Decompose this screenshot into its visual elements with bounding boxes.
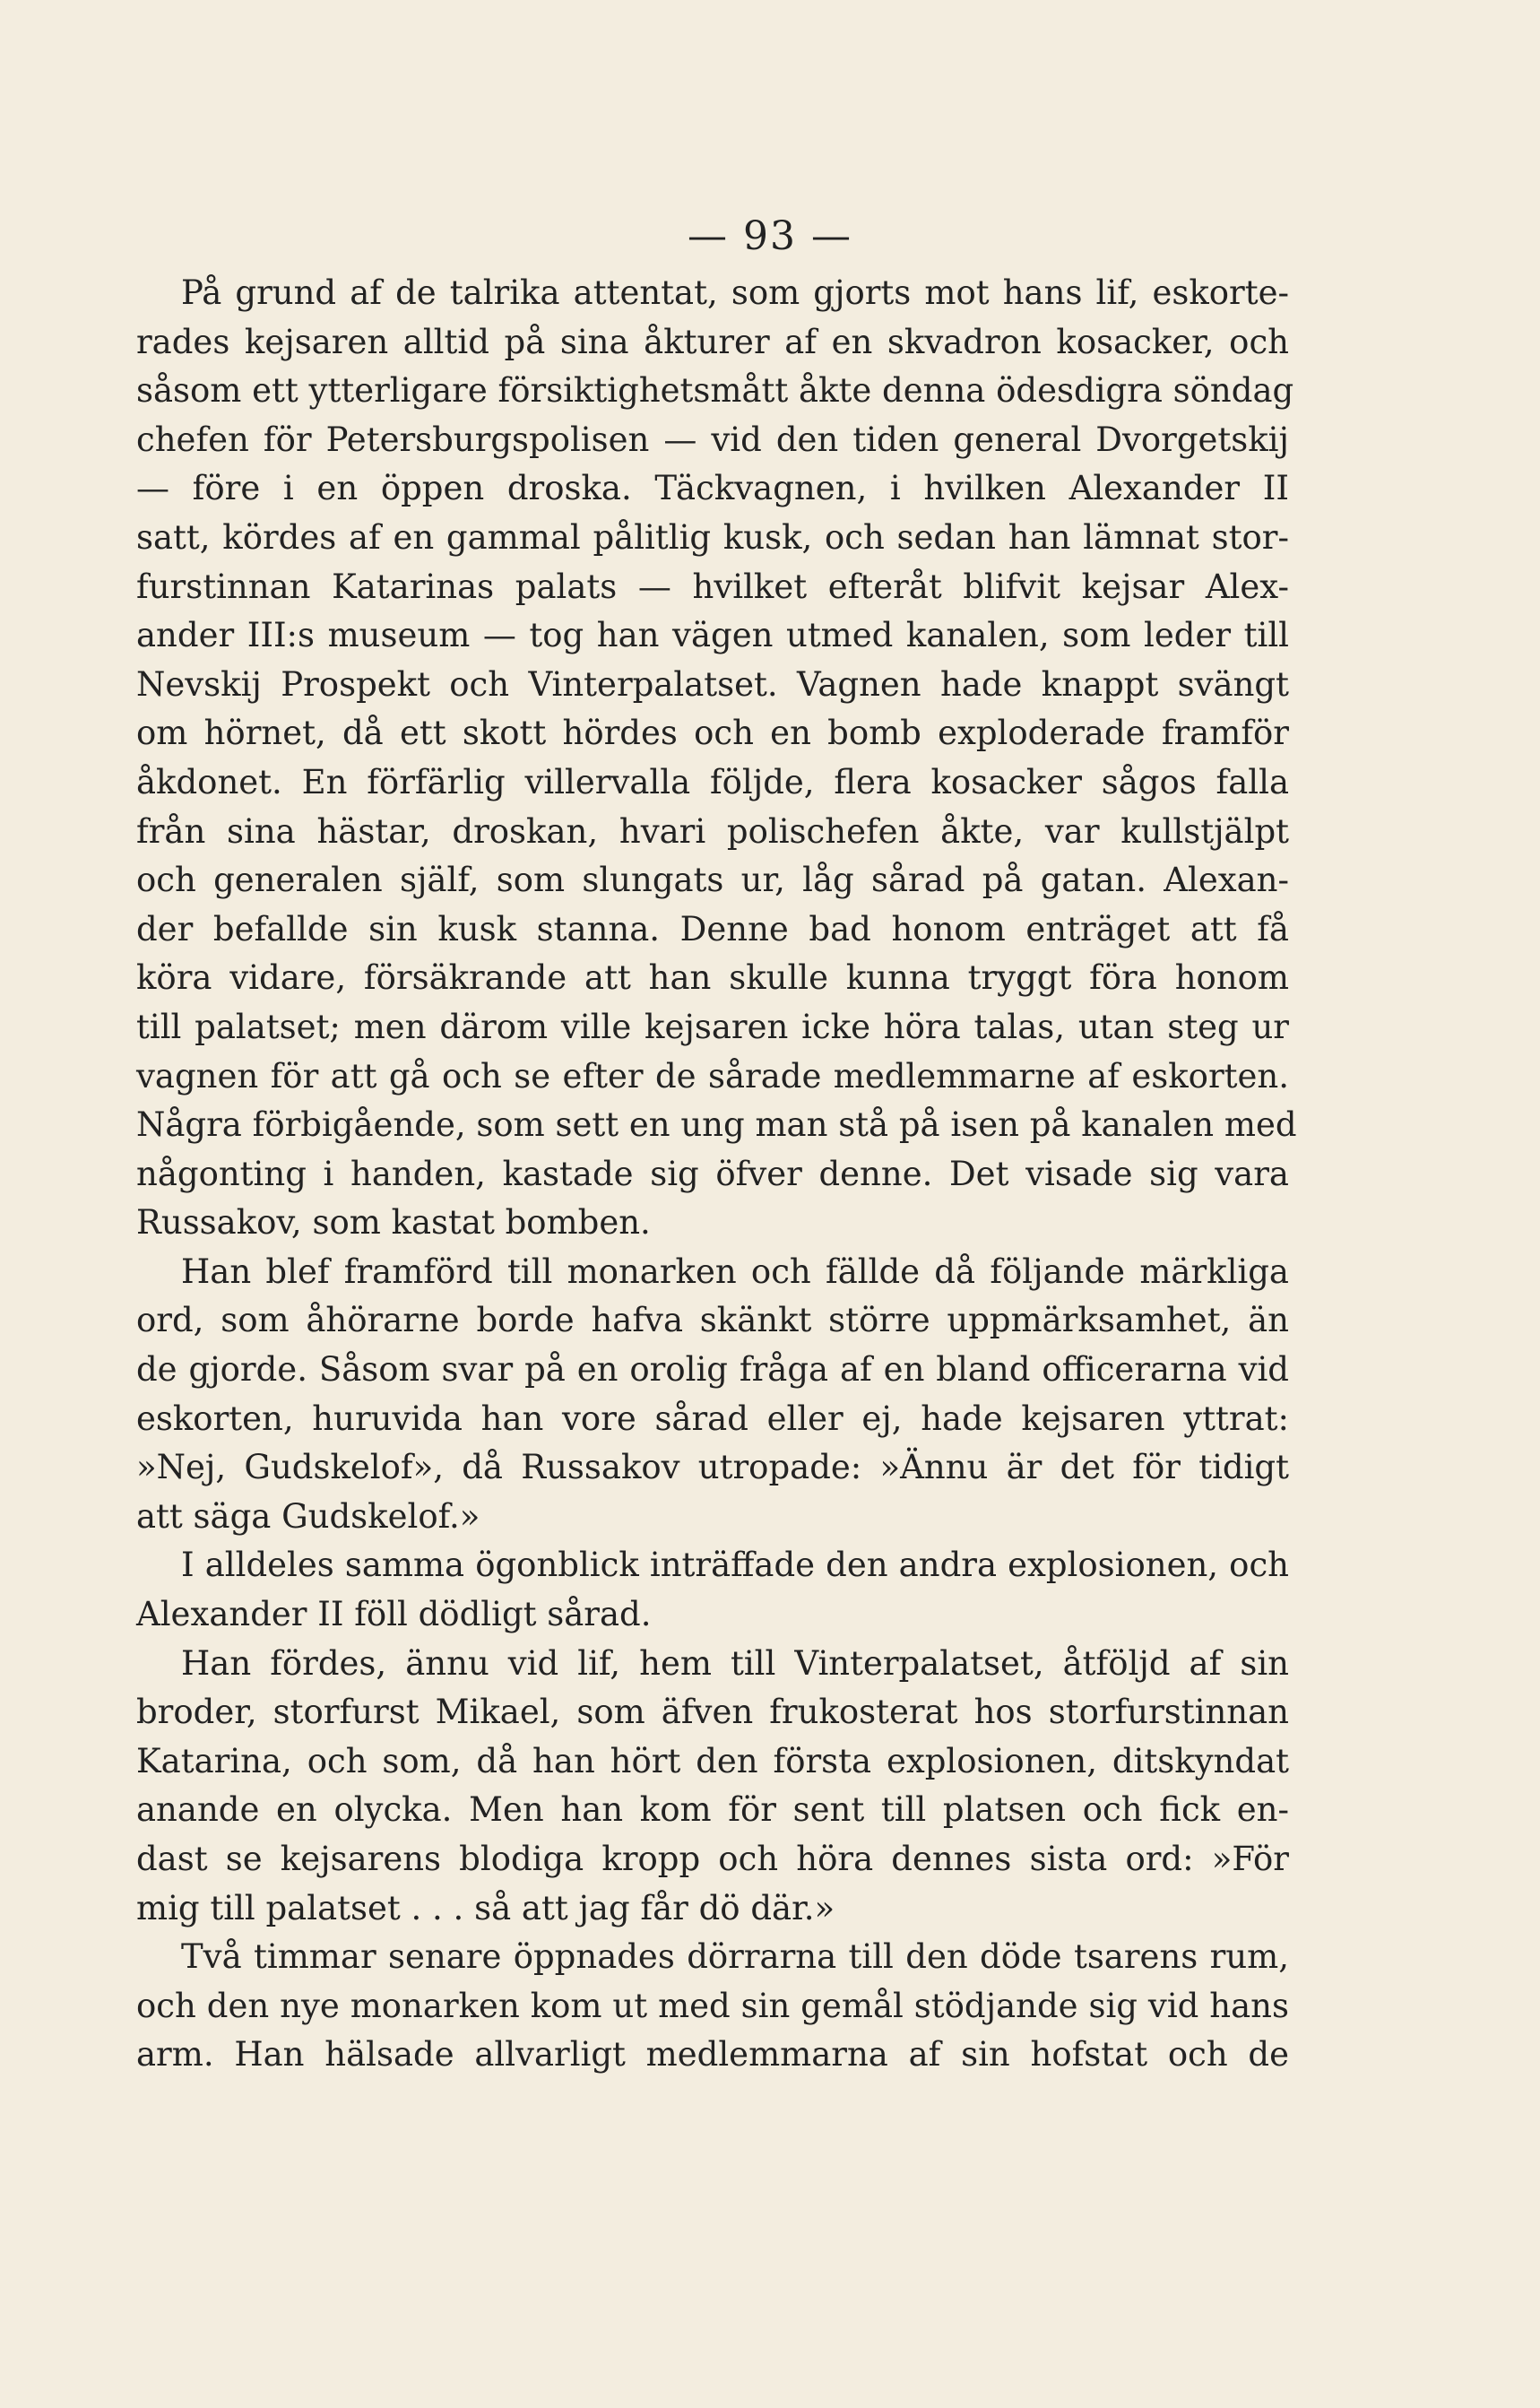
text-line: såsom ett ytterligare försiktighetsmått åkte denna ödesdigra söndag xyxy=(136,371,1294,411)
text-line: »Nej, Gudskelof», då Russakov utropade: »Ännu är det för tidigt xyxy=(136,1448,1289,1487)
text-line: de gjorde. Såsom svar på en orolig fråga af en bland officerarna vid xyxy=(136,1350,1289,1390)
text-line: Nevskij Prospekt och Vinterpalatset. Vagnen hade knappt svängt xyxy=(136,664,1289,704)
text-line: Han fördes, ännu vid lif, hem till Vinterpalatset, åtföljd af sin xyxy=(181,1643,1289,1683)
text-line: och generalen själf, som slungats ur, låg sårad på gatan. Alexan- xyxy=(136,861,1289,900)
text-line: I alldeles samma ögonblick inträffade den andra explosionen, och xyxy=(181,1546,1289,1585)
text-line: Katarina, och som, då han hört den första explosionen, ditskyndat xyxy=(136,1741,1289,1780)
text-line: eskorten, huruvida han vore sårad eller ej, hade kejsaren yttrat: xyxy=(136,1399,1289,1438)
text-line: ord, som åhörarne borde hafva skänkt större uppmärksamhet, än xyxy=(136,1301,1289,1340)
text-line: dast se kejsarens blodiga kropp och höra dennes sista ord: »För xyxy=(136,1840,1289,1878)
text-line: satt, kördes af en gammal pålitlig kusk, och sedan han lämnat stor- xyxy=(136,517,1289,557)
text-line: chefen för Petersburgspolisen — vid den tiden general Dvorgetskij xyxy=(136,420,1289,459)
text-line: Några förbigående, som sett en ung man stå på isen på kanalen med xyxy=(136,1105,1297,1145)
text-line: ander III:s museum — tog han vägen utmed kanalen, som leder till xyxy=(136,616,1289,655)
text-line: — före i en öppen droska. Täckvagnen, i hvilken Alexander II xyxy=(136,469,1289,508)
text-line: vagnen för att gå och se efter de sårade medlemmarne af eskorten. xyxy=(136,1056,1289,1096)
text-line: till palatset; men därom ville kejsaren icke höra talas, utan steg ur xyxy=(136,1007,1289,1046)
text-line: anande en olycka. Men han kom för sent till platsen och fick en- xyxy=(136,1790,1289,1830)
text-line: om hörnet, då ett skott hördes och en bomb exploderade framför xyxy=(136,714,1289,753)
text-line: mig till palatset . . . så att jag får dö där.» xyxy=(136,1888,835,1927)
text-line: furstinnan Katarinas palats — hvilket efteråt blifvit kejsar Alex- xyxy=(136,567,1289,606)
text-line: att säga Gudskelof.» xyxy=(136,1496,480,1536)
text-line: arm. Han hälsade allvarligt medlemmarna af sin hofstat och de xyxy=(136,2035,1289,2075)
text-line: åkdonet. En förfärlig villervalla följde, flera kosacker sågos falla xyxy=(136,762,1289,801)
text-line: Alexander II föll dödligt sårad. xyxy=(136,1595,652,1634)
text-line: broder, storfurst Mikael, som äfven frukosterat hos storfurstinnan xyxy=(136,1693,1289,1732)
text-line: och den nye monarken kom ut med sin gemål stödjande sig vid hans xyxy=(136,1986,1289,2025)
text-line: rades kejsaren alltid på sina åkturer af en skvadron kosacker, och xyxy=(136,322,1289,361)
text-line: Han blef framförd till monarken och fällde då följande märkliga xyxy=(181,1252,1289,1291)
text-line: någonting i handen, kastade sig öfver denne. Det visade sig vara xyxy=(136,1154,1289,1193)
text-line: köra vidare, försäkrande att han skulle kunna tryggt föra honom xyxy=(136,958,1289,998)
text-line: från sina hästar, droskan, hvari polischefen åkte, var kullstjälpt xyxy=(136,811,1289,851)
text-line: Russakov, som kastat bomben. xyxy=(136,1203,651,1243)
text-line: På grund af de talrika attentat, som gjorts mot hans lif, eskorte- xyxy=(181,273,1289,312)
text-line: Två timmar senare öppnades dörrarna till den döde tsarens rum, xyxy=(181,1937,1289,1977)
text-line: der befallde sin kusk stanna. Denne bad honom enträget att få xyxy=(136,909,1289,948)
page-number: — 93 — xyxy=(688,213,852,259)
body-text xyxy=(136,269,1297,2080)
